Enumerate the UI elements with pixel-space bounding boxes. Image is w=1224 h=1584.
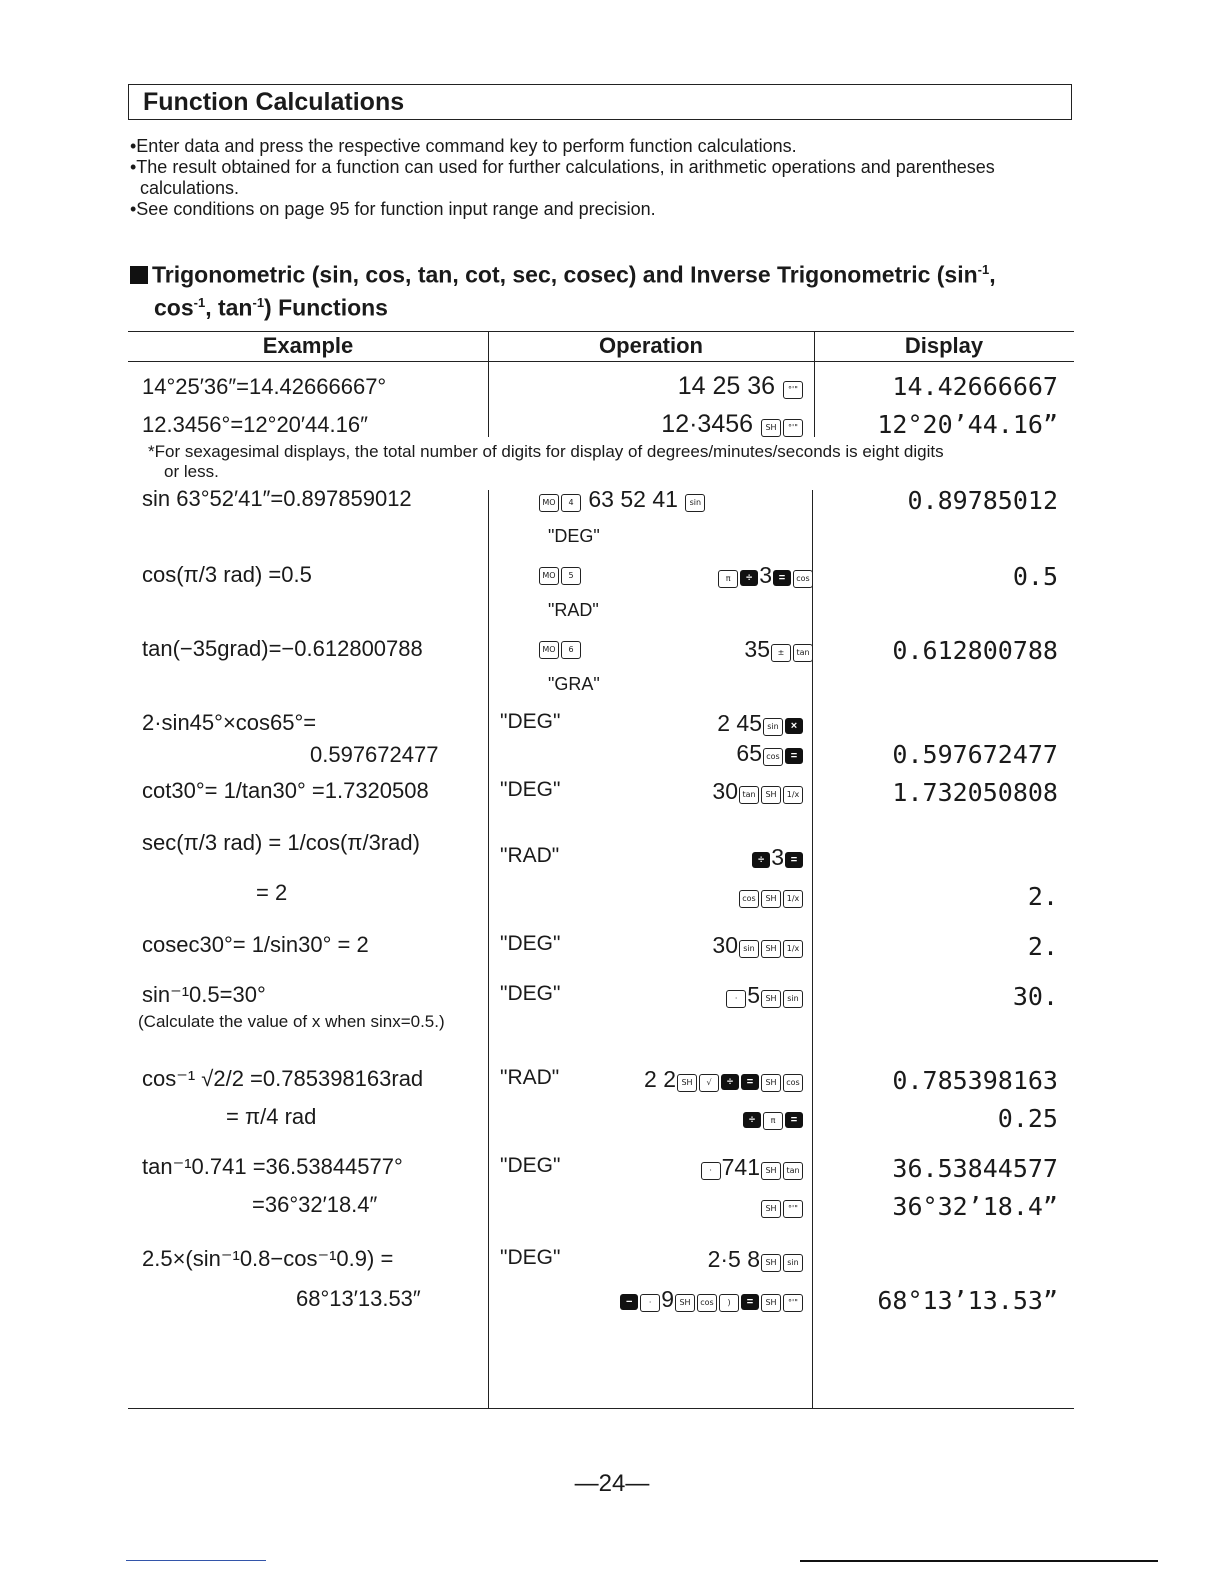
key-4-icon: 4 [561, 494, 581, 512]
shift-key-icon: SH [677, 1074, 697, 1092]
footer-rule-left [126, 1560, 266, 1561]
mode-key-icon: MO [539, 567, 559, 585]
footer-rule-right [800, 1560, 1158, 1562]
table-top-rule [128, 331, 1074, 332]
heading-sup3: -1 [252, 294, 265, 310]
divide-key-icon: ÷ [752, 852, 770, 868]
section-header-box [128, 84, 1072, 120]
r4-example: cos(π/3 rad) =0.5 [142, 562, 312, 587]
cos-key-icon: cos [763, 748, 783, 766]
r6-op2-text: 65 [736, 740, 762, 766]
r11-op-text: 2 2 [644, 1066, 676, 1092]
heading-sup: -1 [977, 262, 990, 277]
shift-key-icon: SH [761, 1254, 781, 1272]
sin-key-icon: sin [739, 940, 759, 958]
divide-key-icon: ÷ [740, 570, 758, 586]
r2-display: 12°20’44.16” [877, 410, 1058, 439]
r6-example-result: 0.597672477 [310, 742, 439, 767]
r8-operation-2 [738, 882, 804, 909]
r11-display-2: 0.25 [997, 1104, 1058, 1133]
r1-op-text: 14 25 36 [677, 372, 776, 400]
r3-display: 0.89785012 [907, 486, 1058, 515]
decimal-key-icon: · [701, 1162, 721, 1180]
shift-key-icon: SH [761, 1162, 781, 1180]
tan-key-icon: tan [793, 644, 813, 662]
r1-operation [678, 372, 804, 401]
reciprocal-key-icon: 1/x [783, 890, 803, 908]
shift-key-icon: SH [761, 786, 781, 804]
shift-key-icon: SH [761, 990, 781, 1008]
equals-key-icon: = [785, 852, 803, 868]
close-paren-key-icon: ) [719, 1294, 739, 1312]
r2-example: 12.3456°=12°20′44.16″ [142, 412, 368, 437]
r13-mode: "DEG" [500, 1246, 561, 1269]
r10-operation [725, 982, 804, 1009]
dms-key-icon: °'" [783, 1200, 803, 1218]
r12-example: tan⁻¹0.741 =36.53844577° [142, 1154, 403, 1179]
r4-mode-keys [538, 562, 582, 586]
shift-key-icon: SH [761, 940, 781, 958]
r9-mode: "DEG" [500, 932, 561, 955]
note-line-2: or less. [164, 462, 219, 481]
r4-operation [717, 562, 814, 589]
multiply-key-icon: × [785, 718, 803, 734]
r1-example: 14°25′36″=14.42666667° [142, 374, 387, 399]
col-divider-1b [488, 490, 489, 1408]
plus-minus-key-icon: ± [771, 644, 791, 662]
r7-op-text: 30 [712, 778, 738, 804]
minus-key-icon: − [620, 1294, 638, 1310]
mode-key-icon: MO [539, 494, 559, 512]
r8-op-text: 3 [771, 844, 784, 870]
r9-example: cosec30°= 1/sin30° = 2 [142, 932, 369, 957]
r7-example: cot30°= 1/tan30° =1.7320508 [142, 778, 429, 803]
r5-op-text: 35 [744, 636, 770, 662]
header-display: Display [904, 333, 984, 358]
r12-mode: "DEG" [500, 1154, 561, 1177]
shift-key-icon: SH [761, 1294, 781, 1312]
r5-operation [744, 636, 814, 663]
r13-example-result: 68°13′13.53″ [296, 1286, 421, 1311]
key-5-icon: 5 [561, 567, 581, 585]
bullet-2-cont: calculations. [140, 178, 240, 198]
note-line-1: *For sexagesimal displays, the total number of digits for display of degrees/minutes/seconds is eight digits [148, 442, 944, 461]
r9-op-text: 30 [712, 932, 738, 958]
r12-display-2: 36°32’18.4” [892, 1192, 1058, 1221]
r11-example: cos⁻¹ √2/2 =0.785398163rad [142, 1066, 424, 1091]
heading-end: ) Functions [264, 294, 388, 321]
table-bottom-rule [128, 1408, 1074, 1409]
r7-operation [712, 778, 804, 805]
bullet-1: •Enter data and press the respective command key to perform function calculations. [130, 136, 797, 156]
arcsin-key-icon: sin [783, 1254, 803, 1272]
heading-sup2: -1 [193, 294, 206, 310]
r13-op-text: 2·5 8 [707, 1246, 760, 1272]
r9-operation [712, 932, 804, 959]
cos-key-icon: cos [739, 890, 759, 908]
page-title: Function Calculations [143, 88, 405, 116]
heading-comma: , [989, 261, 996, 288]
col-divider-2b [812, 490, 813, 1408]
r3-operation [538, 486, 706, 513]
shift-key-icon: SH [761, 890, 781, 908]
arctan-key-icon: tan [783, 1162, 803, 1180]
heading-cos: cos [154, 294, 194, 321]
r5-mode: "GRA" [548, 674, 600, 694]
sin-key-icon: sin [763, 718, 783, 736]
r12-example-result: =36°32′18.4″ [252, 1192, 378, 1217]
divide-key-icon: ÷ [743, 1112, 761, 1128]
r4-op-text: 3 [759, 562, 772, 588]
r13-display: 68°13’13.53” [877, 1286, 1058, 1315]
shift-key-icon: SH [761, 1074, 781, 1092]
equals-key-icon: = [741, 1074, 759, 1090]
r11-operation [644, 1066, 804, 1093]
heading-line1: Trigonometric (sin, cos, tan, cot, sec, cosec) and Inverse Trigonometric (sin [152, 261, 978, 288]
r11-mode: "RAD" [500, 1066, 560, 1089]
decimal-key-icon: · [726, 990, 746, 1008]
r8-operation [751, 844, 804, 871]
sqrt-key-icon: √ [699, 1074, 719, 1092]
equals-key-icon: = [785, 748, 803, 764]
r13-op2-text: 9 [661, 1286, 674, 1312]
arcsin-key-icon: sin [783, 990, 803, 1008]
dms-key-icon: °'" [783, 381, 803, 399]
r10-note: (Calculate the value of x when sinx=0.5.) [138, 1012, 445, 1031]
table-header-rule [128, 361, 1074, 362]
shift-key-icon: SH [761, 1200, 781, 1218]
r10-mode: "DEG" [500, 982, 561, 1005]
r12-operation [700, 1154, 804, 1181]
r6-mode: "DEG" [500, 710, 561, 733]
r7-mode: "DEG" [500, 778, 561, 801]
r1-display: 14.42666667 [892, 372, 1058, 401]
equals-key-icon: = [785, 1112, 803, 1128]
reciprocal-key-icon: 1/x [783, 940, 803, 958]
r8-example: sec(π/3 rad) = 1/cos(π/3rad) [142, 830, 420, 855]
key-6-icon: 6 [561, 641, 581, 659]
r12-op-text: 741 [721, 1154, 760, 1180]
r11-operation-2 [742, 1104, 804, 1131]
pi-key-icon: π [718, 570, 738, 588]
dms-key-icon: °'" [783, 419, 803, 437]
r12-display: 36.53844577 [892, 1154, 1058, 1183]
mode-key-icon: MO [539, 641, 559, 659]
bullet-3: •See conditions on page 95 for function input range and precision. [130, 199, 656, 219]
r12-operation-2 [760, 1192, 804, 1219]
page-number: —24— [574, 1470, 650, 1497]
r5-example: tan(−35grad)=−0.612800788 [142, 636, 423, 661]
heading-tan: , tan [205, 294, 253, 321]
shift-key-icon: SH [675, 1294, 695, 1312]
section-heading [130, 256, 1080, 321]
sin-key-icon: sin [685, 494, 705, 512]
reciprocal-key-icon: 1/x [783, 786, 803, 804]
r13-example: 2.5×(sin⁻¹0.8−cos⁻¹0.9) = [142, 1246, 394, 1271]
r6-operation [717, 710, 804, 737]
r10-display: 30. [1012, 982, 1058, 1011]
r8-example-result: = 2 [256, 880, 288, 905]
header-operation: Operation [599, 333, 703, 358]
r9-display: 2. [1027, 932, 1058, 961]
r2-op-text: 12·3456 [661, 410, 754, 438]
r3-mode: "DEG" [548, 526, 600, 546]
r11-display: 0.785398163 [892, 1066, 1058, 1095]
header-example: Example [262, 333, 354, 358]
r3-op-text: 63 52 41 [588, 486, 678, 512]
r10-op-text: 5 [747, 982, 760, 1008]
decimal-key-icon: · [640, 1294, 660, 1312]
r13-operation-2 [619, 1286, 804, 1313]
bullet-2: •The result obtained for a function can used for further calculations, in arithmetic operations and parentheses [130, 157, 995, 177]
arccos-key-icon: cos [783, 1074, 803, 1092]
r8-display: 2. [1027, 882, 1058, 911]
divide-key-icon: ÷ [721, 1074, 739, 1090]
pi-key-icon: π [763, 1112, 783, 1130]
r5-mode-keys [538, 636, 582, 660]
arccos-key-icon: cos [697, 1294, 717, 1312]
r10-example: sin⁻¹0.5=30° [142, 982, 266, 1007]
tan-key-icon: tan [739, 786, 759, 804]
shift-key-icon: SH [761, 419, 781, 437]
dms-key-icon: °'" [783, 1294, 803, 1312]
equals-key-icon: = [741, 1294, 759, 1310]
r7-display: 1.732050808 [892, 778, 1058, 807]
r6-example: 2·sin45°×cos65°= [142, 710, 317, 735]
r6-display: 0.597672477 [892, 740, 1058, 769]
r6-operation-2 [736, 740, 804, 767]
r4-mode: "RAD" [548, 600, 599, 620]
r6-op-text: 2 45 [717, 710, 762, 736]
equals-key-icon: = [773, 570, 791, 586]
r11-example-result: = π/4 rad [226, 1104, 317, 1129]
cos-key-icon: cos [793, 570, 813, 588]
r3-example: sin 63°52′41″=0.897859012 [142, 486, 412, 511]
intro-bullets [130, 136, 1080, 220]
r13-operation [708, 1246, 804, 1273]
r4-display: 0.5 [1012, 562, 1058, 591]
r5-display: 0.612800788 [892, 636, 1058, 665]
square-bullet-icon [130, 266, 148, 284]
r2-operation [661, 410, 804, 439]
r8-mode: "RAD" [500, 844, 560, 867]
